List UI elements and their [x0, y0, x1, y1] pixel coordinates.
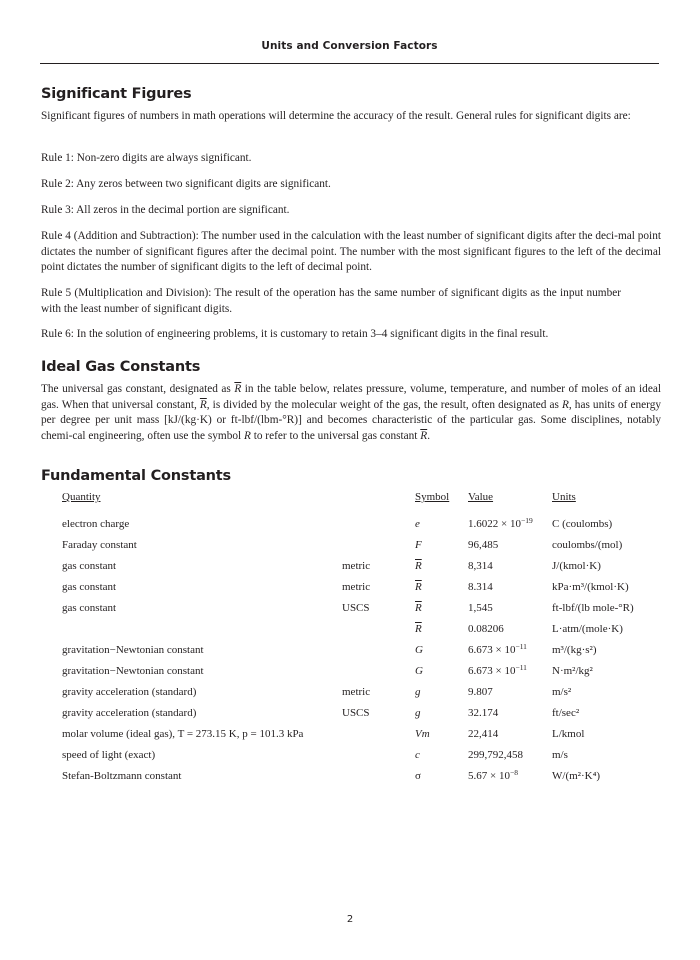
value-exponent: −8 — [509, 768, 518, 777]
rule-6: Rule 6: In the solution of engineering problems, it is customary to retain 3–4 significant digits in the final result. — [41, 328, 549, 340]
ideal-gas-paragraph — [41, 382, 661, 444]
table-row — [62, 644, 662, 660]
header-divider — [40, 63, 659, 64]
text-span: , is divided by the molecular weight of the gas, the result, often designated as — [206, 398, 562, 411]
significant-figures-intro: Significant figures of numbers in math operations will determine the accuracy of the result. General rules for significant digits are: — [41, 110, 631, 122]
system-cell: metric — [342, 560, 371, 572]
symbol-cell: F — [415, 539, 422, 551]
text-span: , has units of energy per degree per unit mass [kJ/(kg·K) or ft-lbf/(lbm-°R)] and becomes characteristic of the particular gas. Some disciplines, notably chemi-cal engineering, often use the symbol — [41, 398, 662, 442]
quantity-cell: gravity acceleration (standard) — [62, 686, 197, 698]
symbol-cell: e — [415, 518, 420, 530]
value-cell — [468, 770, 518, 782]
value-exponent: −19 — [520, 516, 533, 525]
value-cell — [468, 644, 527, 656]
symbol-cell: $\overline{R}$ — [415, 581, 422, 593]
column-header-symbol: Symbol — [415, 491, 450, 503]
rule-2: Rule 2: Any zeros between two significant digits are significant. — [41, 178, 331, 190]
text-span: The universal gas constant, designated as — [41, 383, 235, 395]
system-cell: USCS — [342, 602, 370, 614]
r-italic-symbol: R — [243, 429, 251, 442]
system-cell: metric — [342, 581, 371, 593]
text-span: . — [427, 429, 431, 442]
table-row — [62, 665, 662, 681]
running-header: Units and Conversion Factors — [261, 40, 438, 52]
value-cell: 0.08206 — [468, 623, 504, 635]
units-cell: ft/sec² — [552, 707, 580, 719]
r-italic-symbol: R — [561, 398, 569, 411]
column-header-value: Value — [468, 491, 494, 503]
page-number: 2 — [346, 914, 354, 925]
quantity-cell: gravitation−Newtonian constant — [62, 644, 204, 656]
symbol-cell: g — [415, 686, 421, 698]
units-cell: N·m²/kg² — [552, 665, 593, 677]
value-mantissa: 1.6022 × 10 — [468, 518, 521, 530]
rule-4: Rule 4 (Addition and Subtraction): The number used in the calculation with the least number of significant digits after the deci-mal point dictates the number of significant figures after the decimal point. The number with the most significant figures to the left of the decimal point dictates the number of significant digits to the left of decimal point. — [41, 230, 661, 273]
value-cell: 1,545 — [468, 602, 493, 614]
column-header-units: Units — [552, 491, 576, 503]
r-bar-symbol: $\overline{R}$ — [234, 383, 242, 395]
table-row — [62, 770, 662, 786]
fundamental-constants-heading: Fundamental Constants — [41, 468, 231, 484]
rule-3: Rule 3: All zeros in the decimal portion are significant. — [41, 204, 290, 216]
table-row — [62, 749, 662, 765]
table-row — [62, 539, 662, 555]
rule-1: Rule 1: Non-zero digits are always significant. — [41, 152, 252, 164]
value-cell: 96,485 — [468, 539, 499, 551]
value-cell: 8,314 — [468, 560, 493, 572]
table-row — [62, 728, 662, 744]
quantity-cell: gas constant — [62, 581, 117, 593]
units-cell: L/kmol — [552, 728, 585, 740]
symbol-cell: G — [415, 644, 423, 656]
units-cell: m/s² — [552, 686, 572, 698]
symbol-cell: Vm — [415, 728, 430, 740]
table-row — [62, 686, 662, 702]
value-cell — [468, 665, 527, 677]
units-cell: m³/(kg·s²) — [552, 644, 597, 656]
system-cell: USCS — [342, 707, 370, 719]
value-cell: 299,792,458 — [468, 749, 523, 761]
quantity-cell: gas constant — [62, 560, 117, 572]
value-cell — [468, 518, 533, 530]
value-mantissa: 6.673 × 10 — [468, 665, 516, 677]
quantity-cell: gravity acceleration (standard) — [62, 707, 197, 719]
value-mantissa: 5.67 × 10 — [468, 770, 510, 782]
system-cell: metric — [342, 686, 371, 698]
value-cell: 22,414 — [468, 728, 499, 740]
text-span: to refer to the universal gas constant — [250, 429, 421, 442]
table-row — [62, 602, 662, 618]
value-cell: 9.807 — [468, 686, 493, 698]
quantity-cell: Faraday constant — [62, 539, 137, 551]
units-cell: J/(kmol·K) — [552, 560, 601, 572]
symbol-cell: g — [415, 707, 421, 719]
rule-5: Rule 5 (Multiplication and Division): The result of the operation has the same number of significant digits as the input number with the least number of significant digits. — [41, 287, 621, 315]
symbol-cell: $\overline{R}$ — [415, 602, 422, 614]
value-cell: 32.174 — [468, 707, 499, 719]
quantity-cell: molar volume (ideal gas), T = 273.15 K, p = 101.3 kPa — [62, 728, 304, 740]
units-cell: m/s — [552, 749, 568, 761]
quantity-cell: speed of light (exact) — [62, 749, 156, 761]
symbol-cell: $\overline{R}$ — [415, 560, 422, 572]
units-cell: kPa·m³/(kmol·K) — [552, 581, 629, 593]
table-row — [62, 560, 662, 576]
text-span: in the table below, relates pressure, volume, temperature, and number of moles of an ideal gas. When that universal constant, — [41, 383, 661, 411]
table-row — [62, 707, 662, 723]
value-exponent: −11 — [515, 642, 527, 651]
units-cell: W/(m²·K⁴) — [552, 770, 601, 782]
table-row — [62, 518, 662, 534]
table-row — [62, 623, 662, 639]
r-bar-symbol: $\overline{R}$ — [420, 429, 428, 442]
column-header-quantity: Quantity — [62, 491, 101, 503]
quantity-cell: electron charge — [62, 518, 130, 530]
units-cell: L·atm/(mole·K) — [552, 623, 623, 635]
quantity-cell: gravitation−Newtonian constant — [62, 665, 204, 677]
value-cell: 8.314 — [468, 581, 493, 593]
units-cell: C (coulombs) — [552, 518, 613, 530]
symbol-cell: G — [415, 665, 423, 677]
quantity-cell: gas constant — [62, 602, 117, 614]
table-row — [62, 581, 662, 597]
symbol-cell: σ — [415, 770, 421, 782]
value-mantissa: 6.673 × 10 — [468, 644, 516, 656]
quantity-cell: Stefan-Boltzmann constant — [62, 770, 182, 782]
table-header-row — [62, 491, 662, 507]
r-bar-symbol: $\overline{R}$ — [199, 398, 207, 411]
value-exponent: −11 — [515, 663, 527, 672]
units-cell: ft-lbf/(lb mole-°R) — [552, 602, 634, 614]
symbol-cell: $\overline{R}$ — [415, 623, 422, 635]
symbol-cell: c — [415, 749, 420, 761]
significant-figures-heading: Significant Figures — [41, 86, 192, 102]
ideal-gas-heading: Ideal Gas Constants — [41, 359, 201, 375]
units-cell: coulombs/(mol) — [552, 539, 623, 551]
